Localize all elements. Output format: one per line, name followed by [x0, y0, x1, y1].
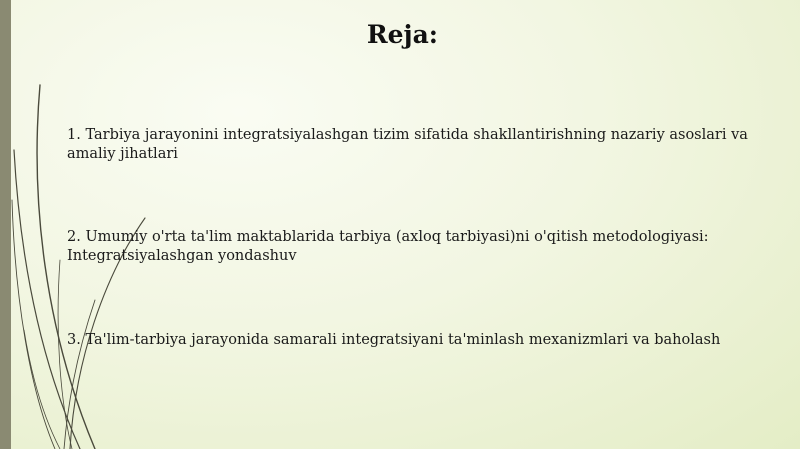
plan-item-2: 2. Umumiy o'rta ta'lim maktablarida tarbiya (axloq tarbiyasi)ni o'qitish metodologiyasi: Integratsiyalashgan yondashuv	[67, 229, 709, 264]
slide-title: Reja:	[366, 20, 438, 49]
plan-item-1: 1. Tarbiya jarayonini integratsiyalashgan tizim sifatida shakllantirishning nazariy asoslari va amaliy jihatlari	[67, 127, 748, 162]
plan-item-3: 3. Ta'lim-tarbiya jarayonida samarali integratsiyani ta'minlash mexanizmlari va baholash	[67, 332, 721, 348]
